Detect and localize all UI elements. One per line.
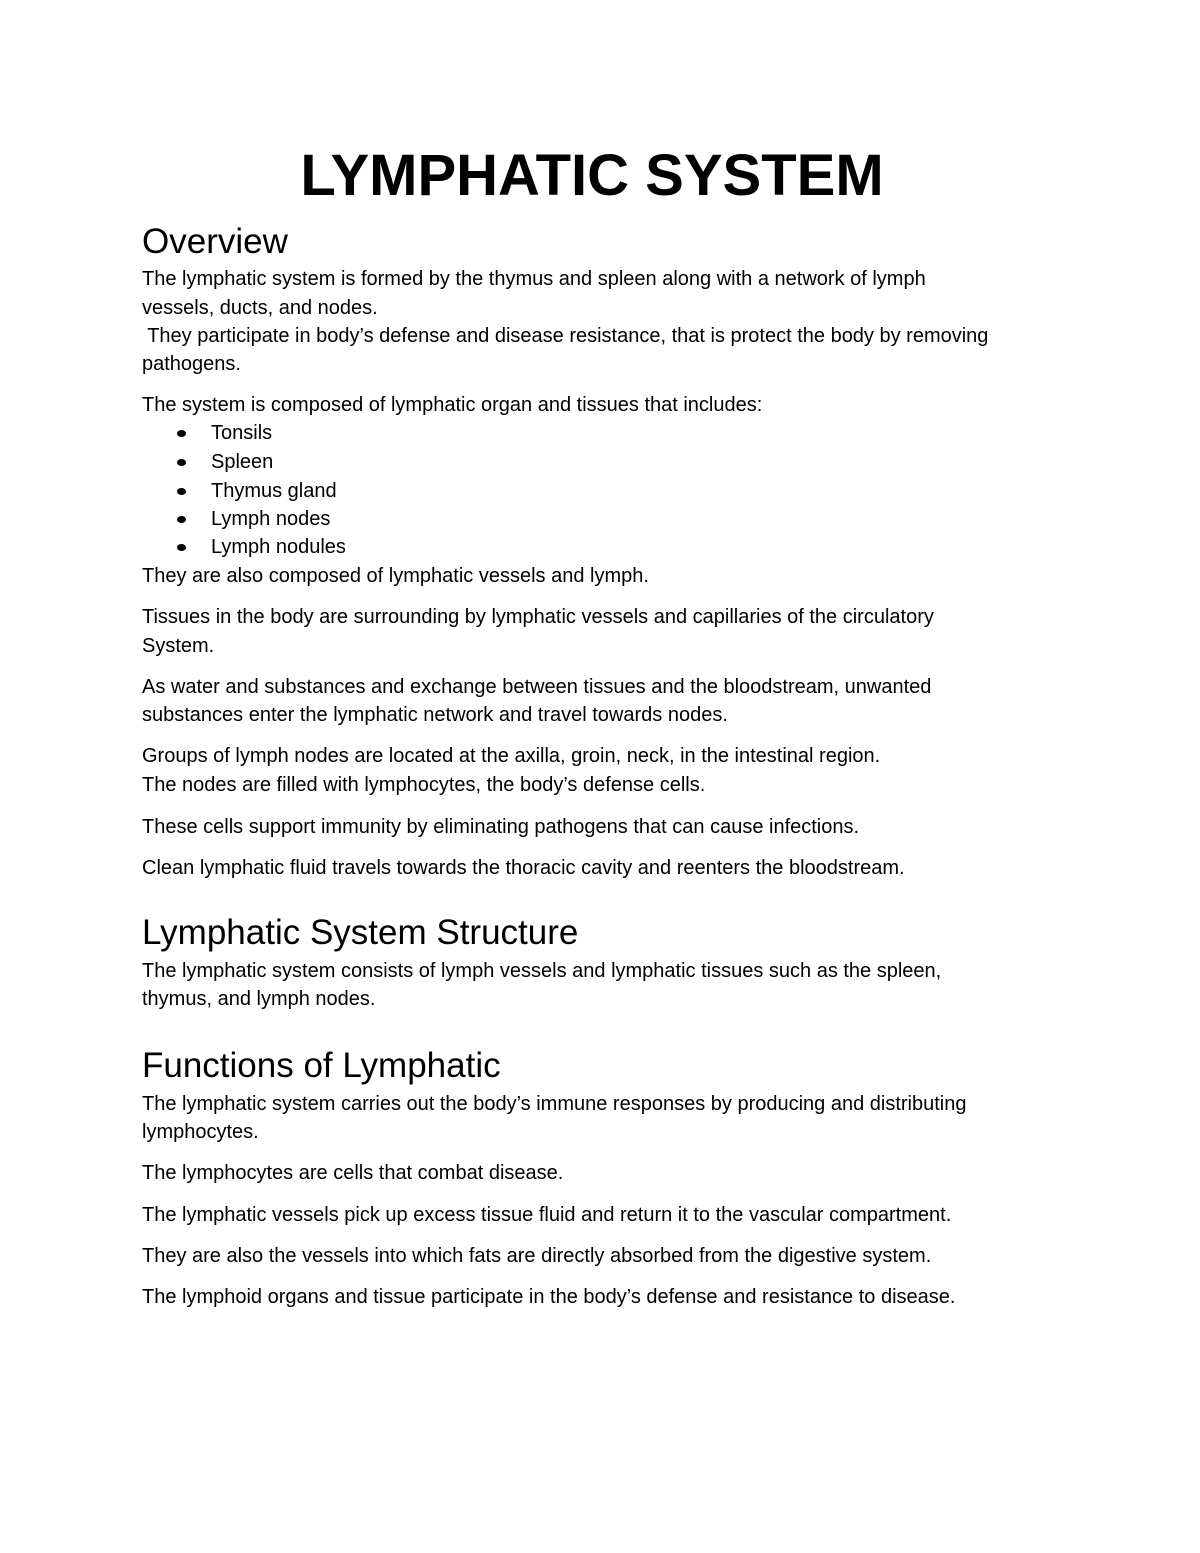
list-item-label: Tonsils [211, 422, 273, 444]
overview-paragraph-2-line-1: They participate in body’s defense and disease resistance, that is protect the body by removing [142, 325, 989, 347]
bullet-icon [177, 430, 186, 437]
functions-paragraph-1-line-2: lymphocytes. [142, 1121, 259, 1143]
after-list-paragraph: They are also composed of lymphatic vessels and lymph. [142, 565, 649, 587]
list-item-label: Lymph nodes [211, 508, 331, 530]
list-item [176, 448, 273, 476]
list-item [176, 419, 272, 447]
overview-paragraph-5-line-2: The nodes are filled with lymphocytes, the body’s defense cells. [142, 774, 706, 796]
overview-paragraph-1-line-2: vessels, ducts, and nodes. [142, 297, 378, 319]
overview-paragraph-7: Clean lymphatic fluid travels towards the thoracic cavity and reenters the bloodstream. [142, 857, 905, 879]
overview-paragraph-3-line-2: System. [142, 635, 215, 657]
bullet-icon [177, 459, 186, 466]
overview-paragraph-3-line-1: Tissues in the body are surrounding by lymphatic vessels and capillaries of the circulatory [142, 606, 934, 628]
bullet-icon [177, 516, 186, 523]
overview-paragraph-1-line-1: The lymphatic system is formed by the thymus and spleen along with a network of lymph [142, 268, 926, 290]
functions-heading: Functions of Lymphatic [142, 1046, 501, 1085]
bullet-icon [177, 488, 186, 495]
structure-paragraph-line-2: thymus, and lymph nodes. [142, 988, 376, 1010]
list-item [176, 505, 330, 533]
bullet-icon [177, 544, 186, 551]
overview-paragraph-4-line-2: substances enter the lymphatic network and travel towards nodes. [142, 704, 728, 726]
functions-paragraph-3: The lymphatic vessels pick up excess tissue fluid and return it to the vascular compartment. [142, 1204, 952, 1226]
list-item [176, 477, 337, 505]
overview-paragraph-4-line-1: As water and substances and exchange between tissues and the bloodstream, unwanted [142, 676, 932, 698]
list-item [176, 533, 346, 561]
overview-heading: Overview [142, 222, 288, 261]
functions-paragraph-5: The lymphoid organs and tissue participate in the body’s defense and resistance to disease. [142, 1286, 956, 1308]
functions-paragraph-1-line-1: The lymphatic system carries out the body’s immune responses by producing and distributing [142, 1093, 967, 1115]
functions-paragraph-2: The lymphocytes are cells that combat disease. [142, 1162, 564, 1184]
list-item-label: Thymus gland [211, 480, 337, 502]
structure-paragraph-line-1: The lymphatic system consists of lymph vessels and lymphatic tissues such as the spleen, [142, 960, 942, 982]
list-item-label: Spleen [211, 451, 274, 473]
structure-heading: Lymphatic System Structure [142, 913, 579, 952]
overview-paragraph-5-line-1: Groups of lymph nodes are located at the axilla, groin, neck, in the intestinal region. [142, 745, 881, 767]
functions-paragraph-4: They are also the vessels into which fats are directly absorbed from the digestive system. [142, 1245, 932, 1267]
list-item-label: Lymph nodules [211, 536, 346, 558]
document-title: LYMPHATIC SYSTEM [300, 143, 884, 208]
overview-paragraph-2-line-2: pathogens. [142, 353, 241, 375]
list-intro: The system is composed of lymphatic organ and tissues that includes: [142, 394, 763, 416]
overview-paragraph-6: These cells support immunity by eliminating pathogens that can cause infections. [142, 816, 860, 838]
